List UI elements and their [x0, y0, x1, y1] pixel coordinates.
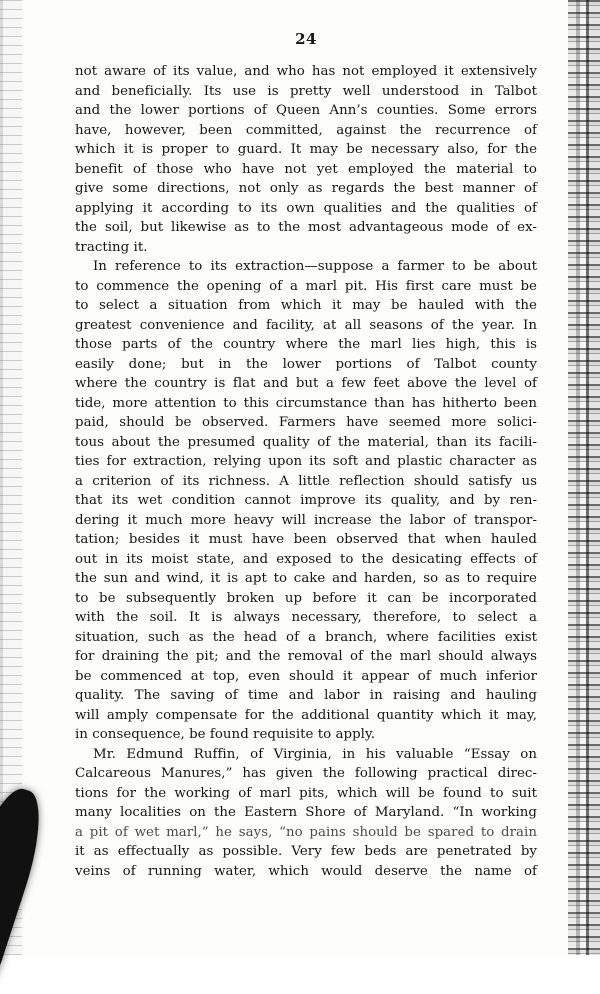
text-line: not aware of its value, and who has not employed it extensively	[75, 64, 537, 79]
paragraph-start-line: In reference to its extraction—suppose a farmer to be about	[93, 259, 537, 274]
text-line: tions for the working of marl pits, which will be found to suit	[75, 785, 537, 801]
text-line: give some directions, not only as regards the best manner of	[75, 181, 537, 196]
text-line: which it is proper to guard. It may be necessary also, for the	[75, 142, 537, 157]
text-line: the sun and wind, it is apt to cake and harden, so as to require	[75, 571, 537, 586]
text-line: paid, should be observed. Farmers have seemed more solici-	[75, 415, 537, 430]
text-line: situation, such as the head of a branch, where facilities exist	[75, 629, 537, 645]
text-line: those parts of the country where the marl lies high, this is	[75, 337, 537, 352]
body-text	[75, 62, 537, 881]
text-line: for draining the pit; and the removal of the marl should always	[75, 649, 537, 664]
text-line: ties for extraction, relying upon its soft and plastic character as	[75, 454, 537, 469]
text-line: tation; besides it must have been observed that when hauled	[75, 532, 537, 547]
text-line: to be subsequently broken up before it can be incorporated	[75, 590, 537, 606]
text-line: veins of running water, which would deserve the name of	[75, 863, 537, 879]
text-line: tide, more attention to this circumstance than has hitherto been	[75, 395, 537, 411]
text-line: benefit of those who have not yet employed the material to	[75, 161, 537, 177]
text-line: tous about the presumed quality of the material, than its facili-	[75, 434, 537, 450]
text-line: Calcareous Manures,” has given the following practical direc-	[75, 766, 537, 781]
text-line: have, however, been committed, against the recurrence of	[75, 122, 537, 138]
book-spine-edge	[568, 0, 600, 955]
faint-text-line: a pit of wet marl,” he says, “no pains should be spared to drain	[75, 824, 537, 840]
text-line: that its wet condition cannot improve its quality, and by ren-	[75, 493, 537, 508]
text-line: a criterion of its richness. A little reflection should satisfy us	[75, 473, 537, 489]
text-line: with the soil. It is always necessary, therefore, to select a	[75, 610, 537, 625]
text-line: many localities on the Eastern Shore of Maryland. “In working	[75, 805, 537, 820]
page-number: 24	[295, 30, 317, 48]
text-line: it as effectually as possible. Very few beds are penetrated by	[75, 844, 537, 859]
text-line: to select a situation from which it may be hauled with the	[75, 298, 537, 313]
text-line: applying it according to its own qualities and the qualities of	[75, 200, 537, 216]
text-line: quality. The saving of time and labor in raising and hauling	[75, 688, 537, 703]
text-line: dering it much more heavy will increase the labor of transpor-	[75, 512, 537, 528]
text-line: where the country is flat and but a few feet above the level of	[75, 376, 537, 391]
paragraph-end-line: in consequence, be found requisite to apply.	[75, 727, 376, 742]
text-line: easily done; but in the lower portions of Talbot county	[75, 356, 537, 372]
paragraph-end-line: tracting it.	[75, 239, 148, 255]
binding-shadow	[0, 781, 54, 994]
text-line: to commence the opening of a marl pit. His first care must be	[75, 278, 537, 294]
text-line: be commenced at top, even should it appear of much inferior	[75, 668, 537, 684]
text-line: will amply compensate for the additional quantity which it may,	[75, 707, 537, 723]
text-line: the soil, but likewise as to the most advantageous mode of ex-	[75, 220, 537, 235]
paragraph-start-line: Mr. Edmund Ruffin, of Virginia, in his valuable “Essay on	[93, 746, 537, 762]
text-line: and the lower portions of Queen Ann’s counties. Some errors	[75, 103, 537, 118]
text-line: out in its moist state, and exposed to the desicating effects of	[75, 551, 537, 567]
text-line: and beneficially. Its use is pretty well understood in Talbot	[75, 83, 537, 99]
text-line: greatest convenience and facility, at all seasons of the year. In	[75, 317, 537, 333]
